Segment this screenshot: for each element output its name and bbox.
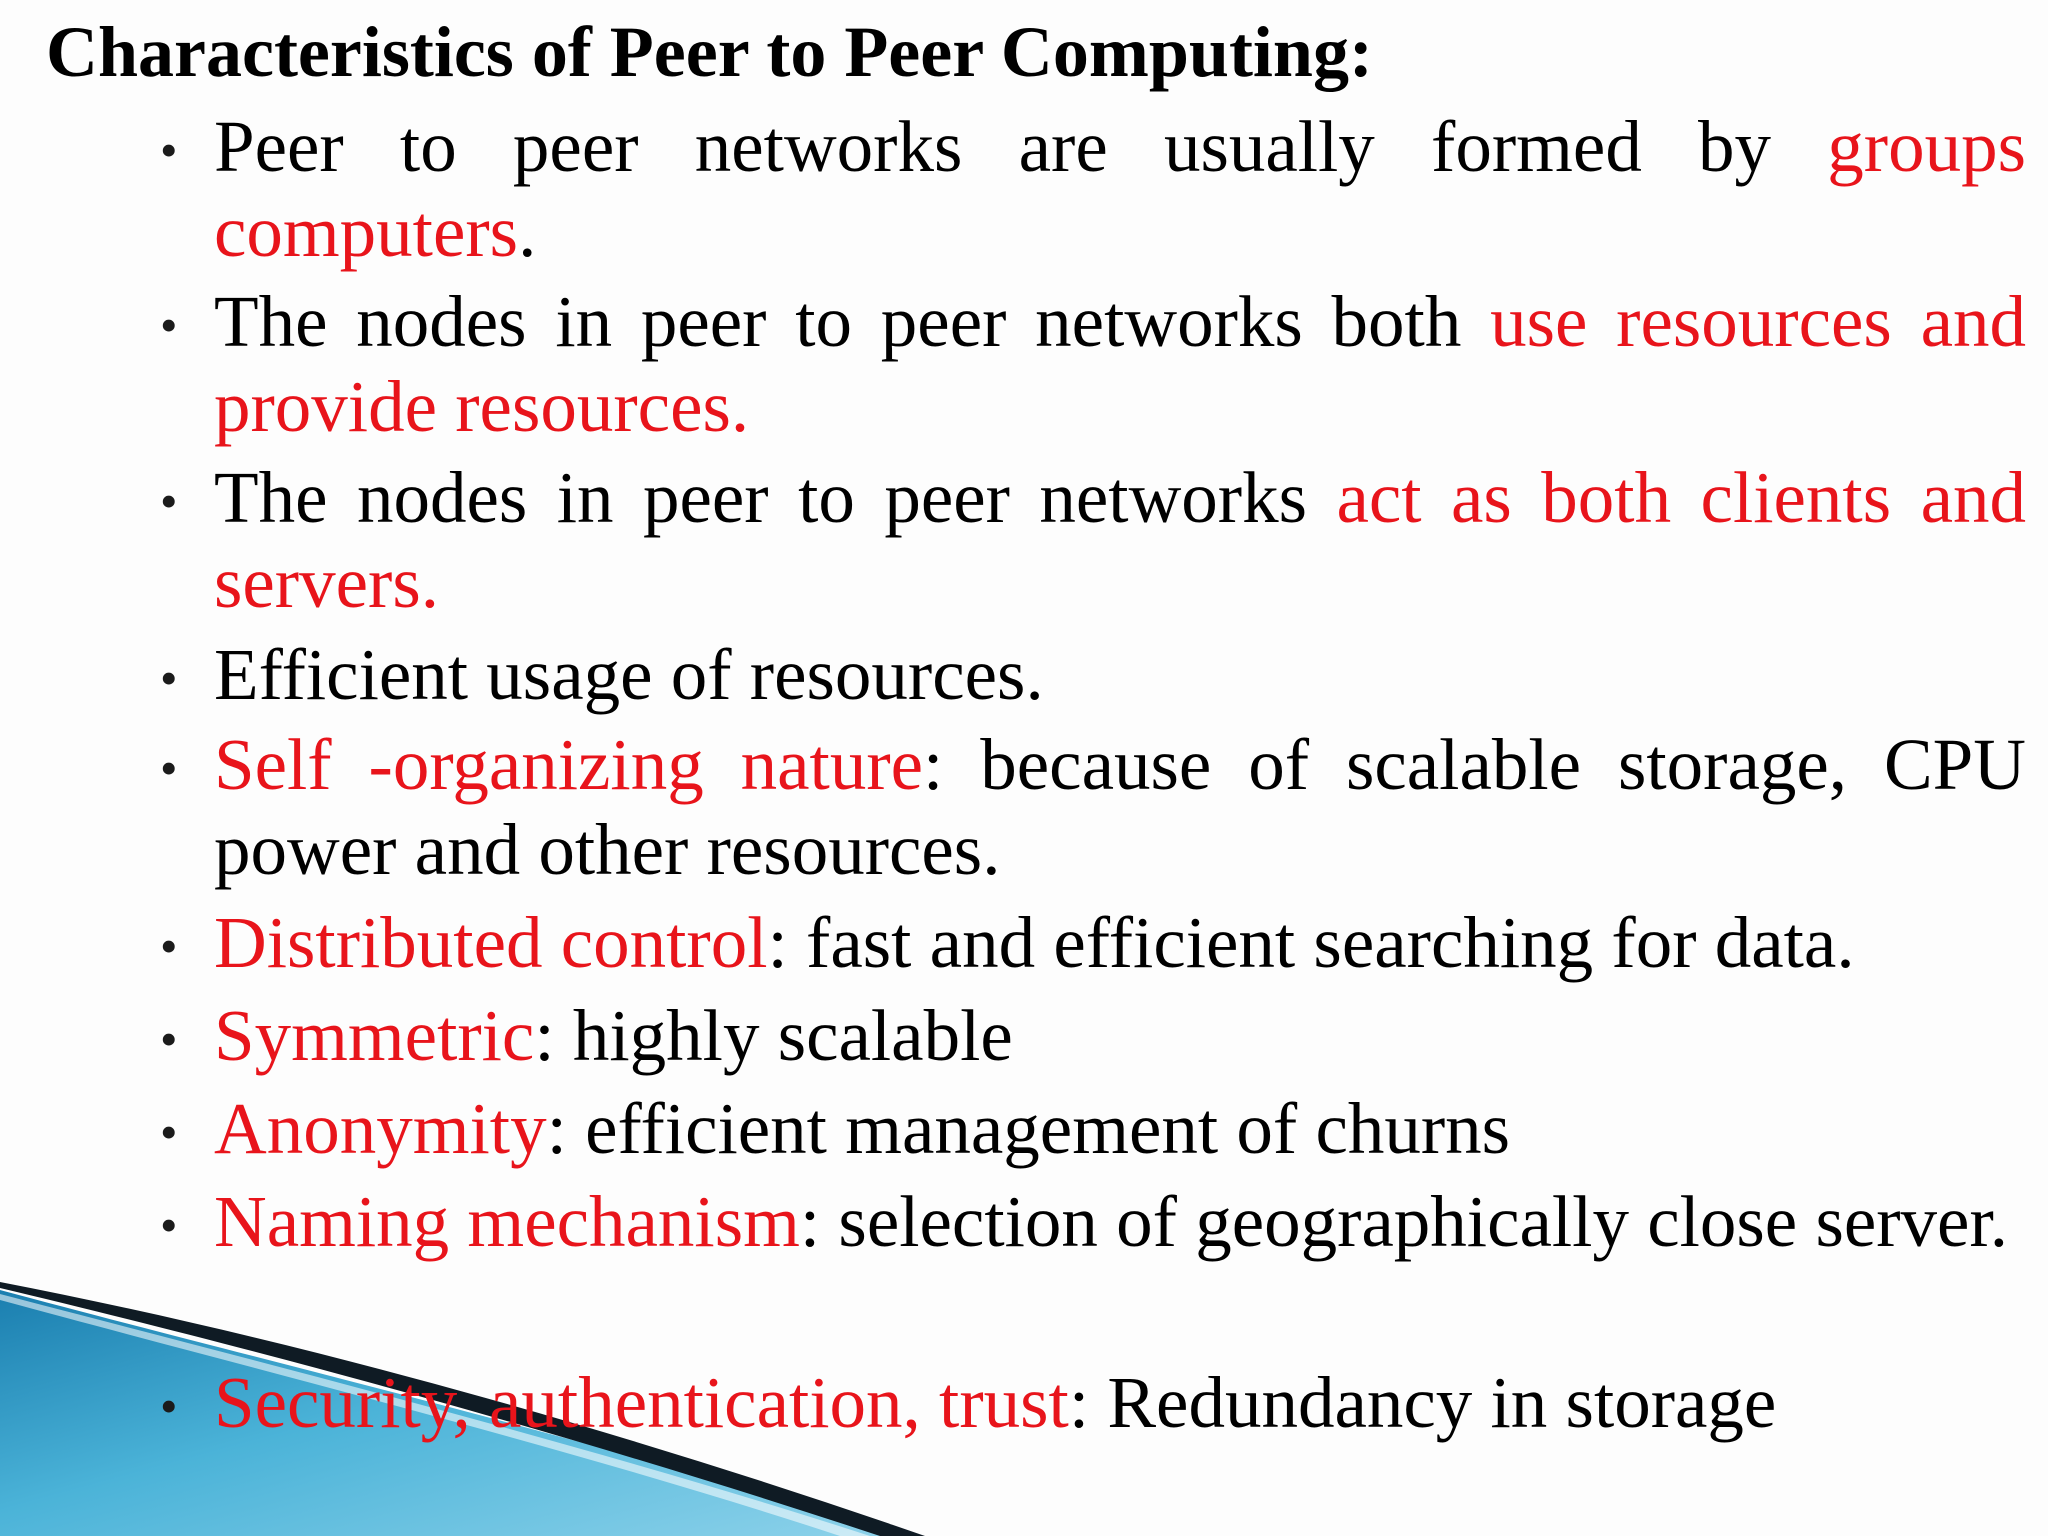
bullet-segment: .: [518, 191, 537, 272]
bullet-segment: : fast and efficient searching for data.: [767, 902, 1855, 983]
slide-title: Characteristics of Peer to Peer Computing:: [46, 12, 1373, 92]
bullet-text: [214, 1360, 2026, 1445]
bullet-dot-icon: •: [160, 1378, 178, 1434]
bullet-segment-highlight: Naming mechanism: [214, 1181, 800, 1262]
bullet-segment: : Redundancy in storage: [1068, 1362, 1777, 1443]
bullet-dot-icon: •: [160, 740, 178, 796]
bullet-segment: : selection of geographically close server.: [799, 1181, 2008, 1262]
bullet-segment-highlight: Symmetric: [214, 995, 535, 1076]
bullet-text: [214, 632, 2026, 717]
bullet-text: [214, 455, 2026, 625]
bullet-dot-icon: •: [160, 1011, 178, 1067]
bullet-segment: Peer to peer networks are usually formed by: [214, 106, 1828, 187]
bullet-dot-icon: •: [160, 1197, 178, 1253]
bullet-text: [214, 104, 2026, 274]
bullet-segment: The nodes in peer to peer networks: [214, 457, 1337, 538]
bullet-segment: The nodes in peer to peer networks both: [214, 281, 1491, 362]
bullet-text: [214, 1086, 2026, 1171]
bullet-dot-icon: •: [160, 650, 178, 706]
bullet-dot-icon: •: [160, 473, 178, 529]
bullet-dot-icon: •: [160, 1104, 178, 1160]
bullet-segment-highlight: Anonymity: [214, 1088, 547, 1169]
bullet-segment-highlight: Distributed control: [214, 902, 768, 983]
bullet-dot-icon: •: [160, 297, 178, 353]
bullet-text: [214, 900, 2026, 985]
bullet-segment-highlight: Self -organizing nature: [214, 724, 924, 805]
bullet-dot-icon: •: [160, 918, 178, 974]
bullet-segment-highlight: Security, authentication, trust: [214, 1362, 1069, 1443]
bullet-segment-highlight: use resources and provide resources.: [214, 281, 2026, 447]
bullet-text: [214, 279, 2026, 449]
bullet-segment: : because of scalable storage, CPU power and other resources.: [214, 724, 2026, 890]
bullet-text: [214, 1179, 2026, 1264]
bullet-text: [214, 993, 2026, 1078]
bullet-segment: Efficient usage of resources.: [214, 634, 1044, 715]
bullet-segment-highlight: act as both clients and servers.: [214, 457, 2026, 623]
bullet-text: [214, 722, 2026, 892]
bullet-dot-icon: •: [160, 122, 178, 178]
bullet-segment: : highly scalable: [534, 995, 1013, 1076]
bullet-segment-highlight: groups computers: [214, 106, 2026, 272]
bullet-segment: : efficient management of churns: [546, 1088, 1511, 1169]
